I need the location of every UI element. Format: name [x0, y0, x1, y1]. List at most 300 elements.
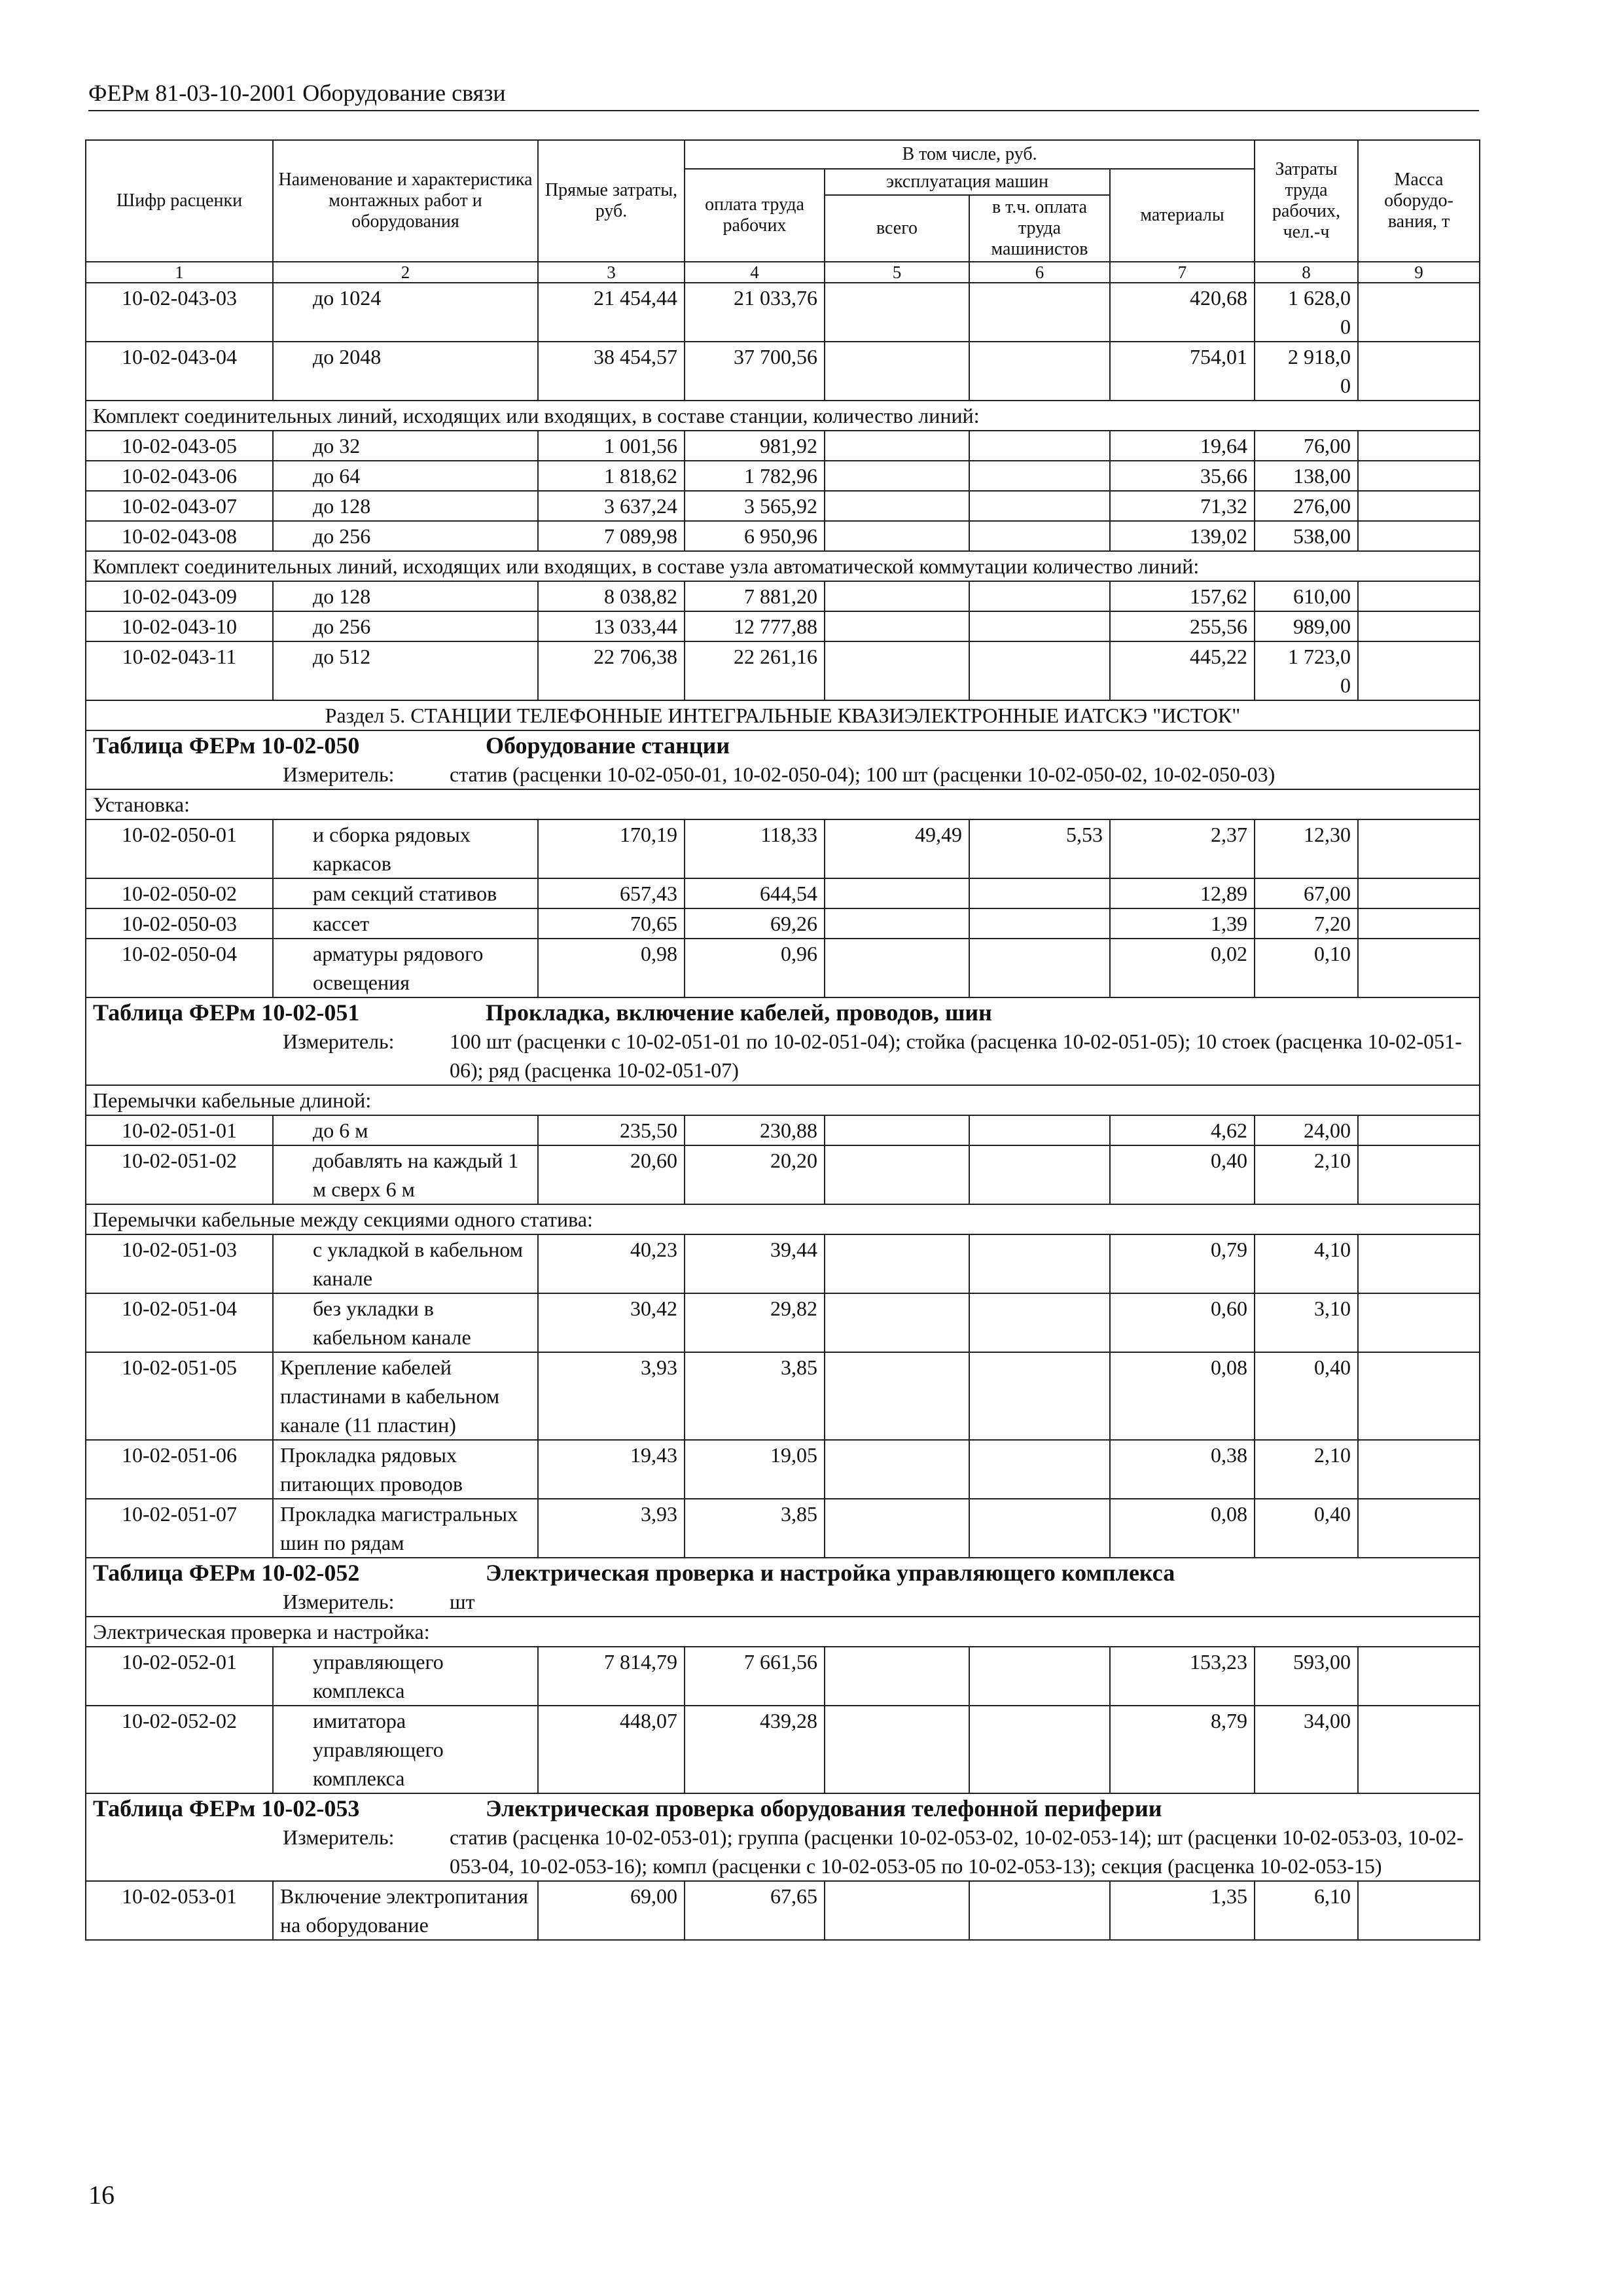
- table-title-line: [93, 1558, 1472, 1587]
- measure-line: [93, 1587, 1472, 1616]
- labor-hours: 2 918,0 0: [1255, 342, 1358, 401]
- machines-total: [825, 1145, 969, 1204]
- rate-code: 10-02-043-08: [86, 521, 273, 551]
- rate-code: 10-02-050-01: [86, 819, 273, 878]
- table-title-line: [93, 731, 1472, 760]
- materials-cost: 255,56: [1110, 611, 1255, 641]
- direct-cost: 448,07: [538, 1706, 685, 1793]
- direct-cost: 0,98: [538, 939, 685, 997]
- direct-cost: 1 818,62: [538, 461, 685, 491]
- materials-cost: 153,23: [1110, 1647, 1255, 1706]
- labor-hours: 1 628,0 0: [1255, 283, 1358, 342]
- wages-cost: 118,33: [685, 819, 825, 878]
- equipment-mass: [1358, 1440, 1480, 1499]
- wages-cost: 69,26: [685, 908, 825, 939]
- materials-cost: 12,89: [1110, 878, 1255, 908]
- table-heading: [86, 1558, 1480, 1617]
- direct-cost: 38 454,57: [538, 342, 685, 401]
- machines-total: [825, 1115, 969, 1145]
- work-name: до 6 м: [273, 1115, 538, 1145]
- rate-code: 10-02-051-02: [86, 1145, 273, 1204]
- col-code-header: Шифр расценки: [86, 140, 273, 262]
- direct-cost: 3,93: [538, 1499, 685, 1558]
- table-row: [86, 1352, 1480, 1440]
- materials-cost: 139,02: [1110, 521, 1255, 551]
- work-name: и сборка рядовых каркасов: [273, 819, 538, 878]
- table-row: [86, 641, 1480, 700]
- labor-hours: 593,00: [1255, 1647, 1358, 1706]
- labor-hours: 6,10: [1255, 1881, 1358, 1940]
- wages-cost: 3 565,92: [685, 491, 825, 521]
- machines-total: [825, 939, 969, 997]
- direct-cost: 20,60: [538, 1145, 685, 1204]
- direct-cost: 13 033,44: [538, 611, 685, 641]
- work-name: до 64: [273, 461, 538, 491]
- equipment-mass: [1358, 521, 1480, 551]
- materials-cost: 19,64: [1110, 431, 1255, 461]
- machinists-wages: [969, 431, 1110, 461]
- rate-code: 10-02-043-06: [86, 461, 273, 491]
- machinists-wages: [969, 491, 1110, 521]
- measure-value: статив (расценки 10-02-050-01, 10-02-050-04); 100 шт (расценки 10-02-050-02, 10-02-050-03): [450, 762, 1275, 786]
- group-heading: Перемычки кабельные длиной:: [86, 1085, 1480, 1115]
- rate-code: 10-02-050-02: [86, 878, 273, 908]
- equipment-mass: [1358, 1647, 1480, 1706]
- column-number: 6: [969, 262, 1110, 283]
- equipment-mass: [1358, 1115, 1480, 1145]
- rate-code: 10-02-043-07: [86, 491, 273, 521]
- table-id: Таблица ФЕРм 10-02-052: [93, 1560, 360, 1586]
- col-name-header: Наименование и характеристика монтажных работ и оборудования: [273, 140, 538, 262]
- direct-cost: 69,00: [538, 1881, 685, 1940]
- table-row: [86, 1115, 1480, 1145]
- labor-hours: 12,30: [1255, 819, 1358, 878]
- materials-cost: 2,37: [1110, 819, 1255, 878]
- table-heading: [86, 1793, 1480, 1881]
- labor-hours: 138,00: [1255, 461, 1358, 491]
- direct-cost: 3,93: [538, 1352, 685, 1440]
- equipment-mass: [1358, 819, 1480, 878]
- direct-cost: 8 038,82: [538, 581, 685, 611]
- direct-cost: 22 706,38: [538, 641, 685, 700]
- machinists-wages: [969, 1145, 1110, 1204]
- machinists-wages: [969, 521, 1110, 551]
- column-number: 5: [825, 262, 969, 283]
- machines-total: [825, 878, 969, 908]
- equipment-mass: [1358, 1293, 1480, 1352]
- rate-code: 10-02-043-10: [86, 611, 273, 641]
- measure-line: [93, 1027, 1472, 1085]
- equipment-mass: [1358, 939, 1480, 997]
- table-row: [86, 1706, 1480, 1793]
- col-mach-total-header: всего: [825, 195, 969, 262]
- measure-value: статив (расценка 10-02-053-01); группа (расценки 10-02-053-02, 10-02-053-14); шт (расценки 10-02-053-03, 10-02-053-04, 10-02-053-16); компл (расценки с 10-02-053-05 по 10-02-053-13); секция (расценка 10-02-053-15): [450, 1825, 1464, 1878]
- machines-total: [825, 908, 969, 939]
- table-row: [86, 1145, 1480, 1204]
- machinists-wages: [969, 878, 1110, 908]
- wages-cost: 39,44: [685, 1234, 825, 1293]
- measure-value: шт: [450, 1590, 475, 1613]
- measure-label: Измеритель:: [283, 1030, 395, 1053]
- machines-total: [825, 1293, 969, 1352]
- table-heading-row: [86, 1793, 1480, 1881]
- machinists-wages: 5,53: [969, 819, 1110, 878]
- direct-cost: 21 454,44: [538, 283, 685, 342]
- machinists-wages: [969, 283, 1110, 342]
- wages-cost: 21 033,76: [685, 283, 825, 342]
- machinists-wages: [969, 939, 1110, 997]
- col-labor-header: Затраты труда рабочих, чел.-ч: [1255, 140, 1358, 262]
- table-row: [86, 819, 1480, 878]
- materials-cost: 35,66: [1110, 461, 1255, 491]
- group-heading: Установка:: [86, 789, 1480, 819]
- table-row: [86, 581, 1480, 611]
- work-name: управляющего комплекса: [273, 1647, 538, 1706]
- rate-code: 10-02-051-06: [86, 1440, 273, 1499]
- labor-hours: 2,10: [1255, 1440, 1358, 1499]
- materials-cost: 0,38: [1110, 1440, 1255, 1499]
- rate-code: 10-02-050-03: [86, 908, 273, 939]
- measure-line: [93, 1823, 1472, 1880]
- work-name: рам секций стативов: [273, 878, 538, 908]
- col-mass-header: Масса оборудо- вания, т: [1358, 140, 1480, 262]
- column-number: 2: [273, 262, 538, 283]
- labor-hours: 610,00: [1255, 581, 1358, 611]
- machinists-wages: [969, 1706, 1110, 1793]
- rate-code: 10-02-052-02: [86, 1706, 273, 1793]
- table-row: [86, 878, 1480, 908]
- materials-cost: 420,68: [1110, 283, 1255, 342]
- table-row: [86, 431, 1480, 461]
- measure-value: 100 шт (расценки с 10-02-051-01 по 10-02-051-04); стойка (расценка 10-02-051-05); 10 стоек (расценка 10-02-051-06); ряд (расценка 10-02-051-07): [450, 1030, 1462, 1082]
- labor-hours: 3,10: [1255, 1293, 1358, 1352]
- wages-cost: 3,85: [685, 1352, 825, 1440]
- column-number: 1: [86, 262, 273, 283]
- machines-total: [825, 431, 969, 461]
- col-incl-header: В том числе, руб.: [685, 140, 1255, 169]
- group-heading-row: [86, 551, 1480, 581]
- machines-total: [825, 1881, 969, 1940]
- machines-total: [825, 1706, 969, 1793]
- equipment-mass: [1358, 1881, 1480, 1940]
- machinists-wages: [969, 581, 1110, 611]
- group-heading-row: [86, 1204, 1480, 1234]
- wages-cost: 3,85: [685, 1499, 825, 1558]
- page-header: ФЕРм 81-03-10-2001 Оборудование связи: [88, 77, 1479, 111]
- measure-label: Измеритель:: [283, 762, 395, 786]
- machines-total: 49,49: [825, 819, 969, 878]
- labor-hours: 24,00: [1255, 1115, 1358, 1145]
- table-heading-row: [86, 730, 1480, 789]
- wages-cost: 7 661,56: [685, 1647, 825, 1706]
- col-direct-header: Прямые затраты, руб.: [538, 140, 685, 262]
- machines-total: [825, 1440, 969, 1499]
- direct-cost: 3 637,24: [538, 491, 685, 521]
- table-title: Прокладка, включение кабелей, проводов, шин: [486, 999, 992, 1026]
- equipment-mass: [1358, 461, 1480, 491]
- page-number: 16: [88, 2180, 115, 2210]
- group-heading-row: [86, 789, 1480, 819]
- work-name: до 512: [273, 641, 538, 700]
- section-title: Раздел 5. СТАНЦИИ ТЕЛЕФОННЫЕ ИНТЕГРАЛЬНЫЕ КВАЗИЭЛЕКТРОННЫЕ ИАТСКЭ "ИСТОК": [86, 700, 1480, 730]
- work-name: без укладки в кабельном канале: [273, 1293, 538, 1352]
- materials-cost: 0,79: [1110, 1234, 1255, 1293]
- machinists-wages: [969, 1352, 1110, 1440]
- materials-cost: 0,08: [1110, 1499, 1255, 1558]
- machinists-wages: [969, 1647, 1110, 1706]
- machinists-wages: [969, 1234, 1110, 1293]
- machinists-wages: [969, 1115, 1110, 1145]
- rate-code: 10-02-043-09: [86, 581, 273, 611]
- machines-total: [825, 581, 969, 611]
- table-row: [86, 1647, 1480, 1706]
- machines-total: [825, 461, 969, 491]
- column-number: 4: [685, 262, 825, 283]
- machinists-wages: [969, 1293, 1110, 1352]
- labor-hours: 0,40: [1255, 1352, 1358, 1440]
- labor-hours: 1 723,0 0: [1255, 641, 1358, 700]
- machinists-wages: [969, 1881, 1110, 1940]
- wages-cost: 22 261,16: [685, 641, 825, 700]
- work-name: до 2048: [273, 342, 538, 401]
- rate-code: 10-02-043-04: [86, 342, 273, 401]
- wages-cost: 19,05: [685, 1440, 825, 1499]
- labor-hours: 2,10: [1255, 1145, 1358, 1204]
- table-row: [86, 939, 1480, 997]
- materials-cost: 1,39: [1110, 908, 1255, 939]
- work-name: до 128: [273, 491, 538, 521]
- rate-code: 10-02-053-01: [86, 1881, 273, 1940]
- equipment-mass: [1358, 611, 1480, 641]
- wages-cost: 230,88: [685, 1115, 825, 1145]
- table-row: [86, 908, 1480, 939]
- work-name: арматуры рядового освещения: [273, 939, 538, 997]
- work-name: Включение электропитания на оборудование: [273, 1881, 538, 1940]
- work-name: с укладкой в кабельном канале: [273, 1234, 538, 1293]
- labor-hours: 4,10: [1255, 1234, 1358, 1293]
- table-header: [86, 140, 1480, 283]
- table-row: [86, 1440, 1480, 1499]
- column-number: 3: [538, 262, 685, 283]
- machines-total: [825, 1352, 969, 1440]
- column-number: 9: [1358, 262, 1480, 283]
- table-title: Электрическая проверка и настройка управляющего комплекса: [486, 1560, 1175, 1586]
- rate-code: 10-02-051-03: [86, 1234, 273, 1293]
- labor-hours: 76,00: [1255, 431, 1358, 461]
- table-row: [86, 283, 1480, 342]
- materials-cost: 754,01: [1110, 342, 1255, 401]
- wages-cost: 20,20: [685, 1145, 825, 1204]
- equipment-mass: [1358, 581, 1480, 611]
- direct-cost: 1 001,56: [538, 431, 685, 461]
- table-row: [86, 1293, 1480, 1352]
- table-id: Таблица ФЕРм 10-02-053: [93, 1795, 360, 1821]
- table-title: Электрическая проверка оборудования телефонной периферии: [486, 1795, 1162, 1821]
- machines-total: [825, 491, 969, 521]
- col-mach-wages-header: в т.ч. оплата труда машинистов: [969, 195, 1110, 262]
- direct-cost: 19,43: [538, 1440, 685, 1499]
- wages-cost: 6 950,96: [685, 521, 825, 551]
- machines-total: [825, 521, 969, 551]
- measure-label: Измеритель:: [283, 1590, 395, 1613]
- direct-cost: 235,50: [538, 1115, 685, 1145]
- rates-table: [85, 139, 1480, 1941]
- machinists-wages: [969, 1499, 1110, 1558]
- col-machines-header: эксплуатация машин: [825, 169, 1110, 195]
- machinists-wages: [969, 908, 1110, 939]
- equipment-mass: [1358, 283, 1480, 342]
- machinists-wages: [969, 342, 1110, 401]
- labor-hours: 276,00: [1255, 491, 1358, 521]
- work-name: Прокладка рядовых питающих проводов: [273, 1440, 538, 1499]
- direct-cost: 40,23: [538, 1234, 685, 1293]
- table-row: [86, 1881, 1480, 1940]
- group-heading: Комплект соединительных линий, исходящих или входящих, в составе узла автоматической коммутации количество линий:: [86, 551, 1480, 581]
- machines-total: [825, 342, 969, 401]
- equipment-mass: [1358, 878, 1480, 908]
- rate-code: 10-02-043-03: [86, 283, 273, 342]
- equipment-mass: [1358, 908, 1480, 939]
- machinists-wages: [969, 461, 1110, 491]
- table-row: [86, 611, 1480, 641]
- direct-cost: 7 814,79: [538, 1647, 685, 1706]
- wages-cost: 439,28: [685, 1706, 825, 1793]
- wages-cost: 981,92: [685, 431, 825, 461]
- column-number: 8: [1255, 262, 1358, 283]
- wages-cost: 0,96: [685, 939, 825, 997]
- work-name: добавлять на каждый 1 м сверх 6 м: [273, 1145, 538, 1204]
- labor-hours: 34,00: [1255, 1706, 1358, 1793]
- equipment-mass: [1358, 1352, 1480, 1440]
- table-title: Оборудование станции: [486, 732, 730, 759]
- materials-cost: 157,62: [1110, 581, 1255, 611]
- wages-cost: 644,54: [685, 878, 825, 908]
- table-id: Таблица ФЕРм 10-02-050: [93, 732, 360, 759]
- machinists-wages: [969, 641, 1110, 700]
- table-row: [86, 491, 1480, 521]
- table-row: [86, 1499, 1480, 1558]
- equipment-mass: [1358, 342, 1480, 401]
- wages-cost: 37 700,56: [685, 342, 825, 401]
- machinists-wages: [969, 1440, 1110, 1499]
- group-heading-row: [86, 1617, 1480, 1647]
- materials-cost: 4,62: [1110, 1115, 1255, 1145]
- table-heading-row: [86, 1558, 1480, 1617]
- wages-cost: 7 881,20: [685, 581, 825, 611]
- work-name: имитатора управляющего комплекса: [273, 1706, 538, 1793]
- rate-code: 10-02-051-04: [86, 1293, 273, 1352]
- labor-hours: 0,40: [1255, 1499, 1358, 1558]
- work-name: до 256: [273, 611, 538, 641]
- rate-code: 10-02-051-05: [86, 1352, 273, 1440]
- table-title-line: [93, 998, 1472, 1027]
- group-heading-row: [86, 401, 1480, 431]
- table-heading: [86, 730, 1480, 789]
- table-title-line: [93, 1794, 1472, 1823]
- machines-total: [825, 283, 969, 342]
- labor-hours: 67,00: [1255, 878, 1358, 908]
- machines-total: [825, 1234, 969, 1293]
- table-heading: [86, 997, 1480, 1085]
- col-materials-header: материалы: [1110, 169, 1255, 262]
- labor-hours: 7,20: [1255, 908, 1358, 939]
- group-heading: Комплект соединительных линий, исходящих или входящих, в составе станции, количество линий:: [86, 401, 1480, 431]
- table-row: [86, 461, 1480, 491]
- work-name: до 1024: [273, 283, 538, 342]
- materials-cost: 0,02: [1110, 939, 1255, 997]
- table-row: [86, 1234, 1480, 1293]
- labor-hours: 538,00: [1255, 521, 1358, 551]
- direct-cost: 170,19: [538, 819, 685, 878]
- rate-code: 10-02-052-01: [86, 1647, 273, 1706]
- wages-cost: 67,65: [685, 1881, 825, 1940]
- direct-cost: 30,42: [538, 1293, 685, 1352]
- table-body: [86, 283, 1480, 1940]
- group-heading-row: [86, 1085, 1480, 1115]
- labor-hours: 0,10: [1255, 939, 1358, 997]
- group-heading: Электрическая проверка и настройка:: [86, 1617, 1480, 1647]
- work-name: кассет: [273, 908, 538, 939]
- direct-cost: 7 089,98: [538, 521, 685, 551]
- materials-cost: 0,08: [1110, 1352, 1255, 1440]
- direct-cost: 70,65: [538, 908, 685, 939]
- materials-cost: 71,32: [1110, 491, 1255, 521]
- column-number: 7: [1110, 262, 1255, 283]
- work-name: до 128: [273, 581, 538, 611]
- table-row: [86, 342, 1480, 401]
- materials-cost: 1,35: [1110, 1881, 1255, 1940]
- equipment-mass: [1358, 1234, 1480, 1293]
- work-name: до 32: [273, 431, 538, 461]
- work-name: до 256: [273, 521, 538, 551]
- rate-code: 10-02-043-11: [86, 641, 273, 700]
- machines-total: [825, 611, 969, 641]
- rate-code: 10-02-050-04: [86, 939, 273, 997]
- work-name: Прокладка магистральных шин по рядам: [273, 1499, 538, 1558]
- work-name: Крепление кабелей пластинами в кабельном канале (11 пластин): [273, 1352, 538, 1440]
- machinists-wages: [969, 611, 1110, 641]
- machines-total: [825, 641, 969, 700]
- column-numbers-row: [86, 262, 1480, 283]
- measure-line: [93, 760, 1472, 789]
- group-heading: Перемычки кабельные между секциями одного статива:: [86, 1204, 1480, 1234]
- equipment-mass: [1358, 1499, 1480, 1558]
- machines-total: [825, 1499, 969, 1558]
- rate-code: 10-02-043-05: [86, 431, 273, 461]
- equipment-mass: [1358, 641, 1480, 700]
- materials-cost: 8,79: [1110, 1706, 1255, 1793]
- machines-total: [825, 1647, 969, 1706]
- equipment-mass: [1358, 491, 1480, 521]
- equipment-mass: [1358, 431, 1480, 461]
- equipment-mass: [1358, 1706, 1480, 1793]
- col-wages-header: оплата труда рабочих: [685, 169, 825, 262]
- materials-cost: 0,40: [1110, 1145, 1255, 1204]
- wages-cost: 29,82: [685, 1293, 825, 1352]
- labor-hours: 989,00: [1255, 611, 1358, 641]
- wages-cost: 12 777,88: [685, 611, 825, 641]
- rate-code: 10-02-051-01: [86, 1115, 273, 1145]
- table-id: Таблица ФЕРм 10-02-051: [93, 999, 360, 1026]
- equipment-mass: [1358, 1145, 1480, 1204]
- rate-code: 10-02-051-07: [86, 1499, 273, 1558]
- direct-cost: 657,43: [538, 878, 685, 908]
- wages-cost: 1 782,96: [685, 461, 825, 491]
- table-heading-row: [86, 997, 1480, 1085]
- materials-cost: 0,60: [1110, 1293, 1255, 1352]
- materials-cost: 445,22: [1110, 641, 1255, 700]
- section-row: [86, 700, 1480, 730]
